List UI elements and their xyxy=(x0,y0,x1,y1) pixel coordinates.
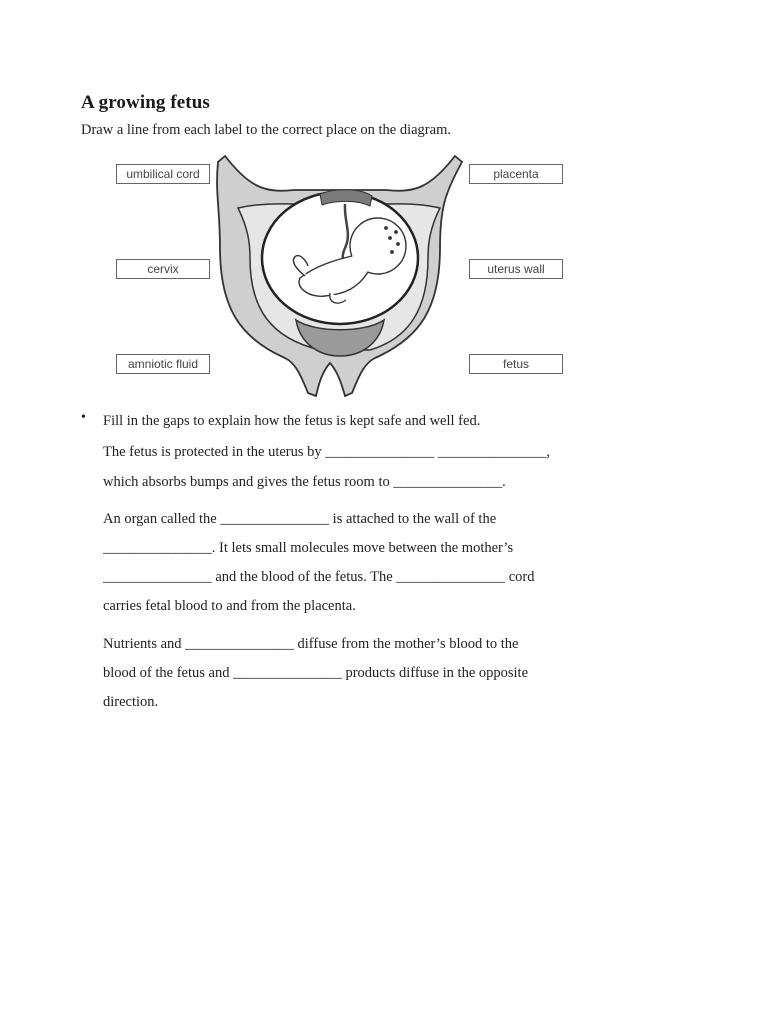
uterus-diagram xyxy=(100,148,580,398)
label-umbilical-cord: umbilical cord xyxy=(116,164,210,184)
exercise-line-4: _______________. It lets small molecules move between the mother’s xyxy=(103,540,514,556)
page-title: A growing fetus xyxy=(81,92,210,113)
exercise-intro: Fill in the gaps to explain how the fetus is kept safe and well fed. xyxy=(103,413,481,429)
exercise-line-1: The fetus is protected in the uterus by _______________ _______________, xyxy=(103,444,551,460)
exercise-line-8: blood of the fetus and _______________ products diffuse in the opposite xyxy=(103,665,529,681)
label-amniotic-fluid: amniotic fluid xyxy=(116,354,210,374)
label-fetus: fetus xyxy=(469,354,563,374)
label-placenta: placenta xyxy=(469,164,563,184)
exercise-line-7: Nutrients and _______________ diffuse from the mother’s blood to the xyxy=(103,636,519,652)
exercise-line-5: _______________ and the blood of the fetus. The _______________ cord xyxy=(103,569,535,585)
bullet-point: • xyxy=(81,410,86,425)
diagram-instruction: Draw a line from each label to the correct place on the diagram. xyxy=(81,122,451,138)
exercise-line-2: which absorbs bumps and gives the fetus room to _______________. xyxy=(103,474,506,490)
label-cervix: cervix xyxy=(116,259,210,279)
label-uterus-wall: uterus wall xyxy=(469,259,563,279)
exercise-line-9: direction. xyxy=(103,694,159,710)
exercise-line-6: carries fetal blood to and from the placenta. xyxy=(103,598,356,614)
exercise-line-3: An organ called the _______________ is attached to the wall of the xyxy=(103,511,497,527)
